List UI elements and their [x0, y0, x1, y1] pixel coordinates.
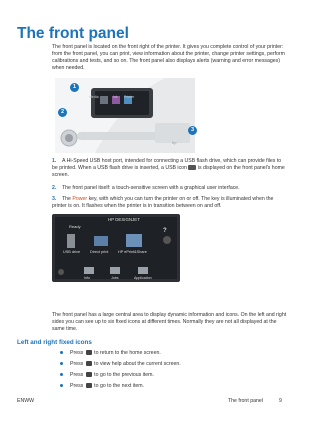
usb-icon [188, 165, 196, 170]
callout-3: 3 [188, 126, 197, 135]
item-text-post: key, with which you can turn the printer on or off. The key is illuminated when the printer is on. It flashes when the printer is in transition between on and off. [52, 196, 274, 209]
bullet-dot [60, 351, 63, 354]
bullet-previous [60, 372, 154, 378]
list-item-1 [52, 158, 288, 179]
next-icon [86, 383, 92, 388]
bullet-dot [60, 384, 63, 387]
item-text: The front panel itself: a touch-sensitive screen with a graphical user interface. [62, 185, 240, 191]
screen-bottom-application[interactable]: Application [134, 276, 152, 280]
item-text-continued: is displayed on the front panel's home screen. [52, 165, 285, 178]
callout-2: 2 [58, 108, 67, 117]
photo-screen-label-printer: Printer [124, 95, 135, 99]
photo-hp-label: hp [172, 140, 177, 145]
page-title: The front panel [17, 25, 129, 42]
section-heading: Left and right fixed icons [17, 339, 92, 346]
screen-icon-eprint-share[interactable]: HP ePrint&Share [118, 250, 147, 254]
panel-description-paragraph: The front panel has a large central area to display dynamic information and icons. On the left and right sides you can see up to six fixed icons at different times. Normally they are not all displayed at the same time. [52, 312, 287, 332]
bullet-home [60, 350, 161, 356]
screen-bottom-jobs[interactable]: Jobs [111, 276, 119, 280]
bullet-pre: Press [70, 361, 84, 367]
callout-1: 1 [70, 83, 79, 92]
item-text: A Hi-Speed USB host port, intended for connecting a USB flash drive, which can provide files to be printed. When a USB flash drive is inserted, a USB icon [52, 158, 282, 171]
screen-icon-direct-print[interactable]: Direct print [90, 250, 109, 254]
footer-page-number: 9 [279, 398, 282, 404]
item-number: 3. [52, 196, 57, 202]
bullet-post: to view help about the current screen. [94, 361, 181, 367]
bullet-post: to go to the previous item. [94, 372, 154, 378]
screen-icon-usb-drive[interactable]: USB drive [63, 250, 81, 254]
help-icon[interactable]: ? [163, 228, 167, 234]
bullet-dot [60, 362, 63, 365]
bullet-post: to return to the home screen. [94, 350, 161, 356]
list-item-3 [52, 196, 288, 210]
bullet-next [60, 383, 144, 389]
bullet-dot [60, 373, 63, 376]
screen-bottom-info[interactable]: Info [84, 276, 90, 280]
bullet-pre: Press [70, 350, 84, 356]
bullet-help [60, 361, 181, 367]
power-label: Power [72, 196, 88, 202]
previous-icon [86, 372, 92, 377]
item-number: 2. [52, 185, 57, 191]
screen-status: Ready [69, 224, 81, 229]
bullet-pre: Press [70, 383, 84, 389]
footer-left: ENWW [17, 398, 34, 404]
home-icon [86, 350, 92, 355]
bullet-post: to go to the next item. [94, 383, 145, 389]
photo-screen-label-ink: Ink [113, 95, 118, 99]
screen-brand: HP DESIGNJET [108, 217, 140, 222]
photo-screen-label-media: Media [89, 95, 99, 99]
list-item-2 [52, 185, 288, 192]
item-number: 1. [52, 158, 57, 164]
intro-paragraph: The front panel is located on the front right of the printer. It gives you complete control of your printer: from the front panel, you can print, view information about the printer, change printer settings, perform calibrations and tests, and so on. The front panel also displays alerts (warning and error messages) when needed. [52, 44, 285, 71]
footer-section-label: The front panel [228, 398, 263, 404]
help-button-icon [86, 361, 92, 366]
bullet-pre: Press [70, 372, 84, 378]
item-text-pre: The [62, 196, 71, 202]
